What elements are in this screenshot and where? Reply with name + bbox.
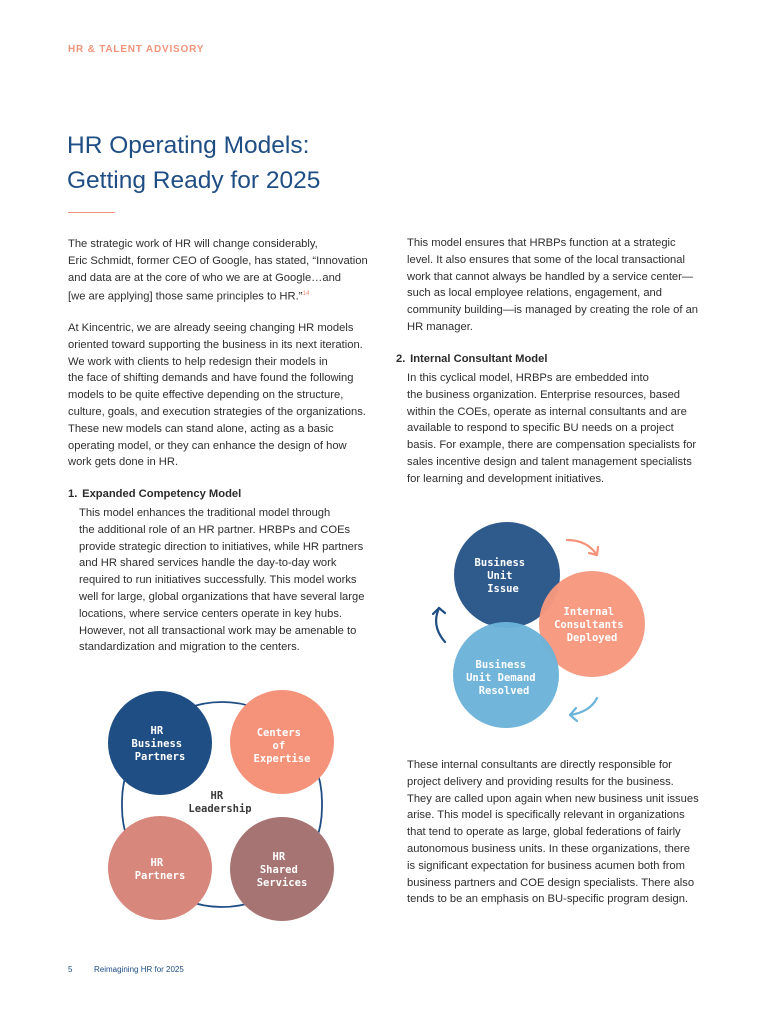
paragraph-line: the business organization. Enterprise resources, based: [407, 388, 681, 401]
label-line: HR: [150, 725, 164, 737]
label-line: Internal: [563, 606, 615, 618]
paragraph-line: In this cyclical model, HRBPs are embedded into: [407, 372, 649, 384]
internal-consultant-cycle-diagram: [425, 510, 655, 740]
paragraph-line: sales incentive design and talent management specialists: [407, 455, 692, 468]
paragraph-line: within the COEs, operate as internal consultants and are: [407, 405, 687, 418]
label-line: Partners: [134, 751, 186, 763]
paragraph-line: We work with clients to help redesign their models in: [68, 355, 328, 368]
paragraph-line: However, not all transactional work may be amenable to: [79, 624, 357, 637]
intro-line-text: [we are applying] those same principles to HR.”: [68, 291, 303, 304]
label-line: Expertise: [253, 753, 311, 765]
section-kicker: HR & TALENT ADVISORY: [68, 44, 205, 55]
kincentric-paragraph: [68, 320, 366, 471]
paragraph-line: autonomous business units. In these organizations, there: [407, 842, 690, 855]
paragraph-line: models to be quite effective depending on the structure,: [68, 389, 344, 402]
label-line: Shared: [259, 864, 298, 876]
model-2-number: 2.: [396, 353, 406, 365]
arrow-bottom-left-icon: [570, 698, 597, 721]
label-line: Partners: [134, 870, 186, 882]
label-line: Business: [474, 557, 526, 569]
paragraph-line: the face of shifting demands and have found the following: [68, 372, 354, 385]
model-1-title: Expanded Competency Model: [82, 488, 242, 500]
expanded-competency-diagram: [100, 680, 345, 930]
label-line: Services: [256, 877, 308, 889]
intro-paragraph: [68, 236, 368, 306]
consultants-paragraph: [407, 757, 699, 908]
label-line: Unit: [487, 570, 513, 582]
paragraph-line: well for large, global organizations that have several large: [79, 590, 365, 603]
arrow-top-right-icon: [567, 540, 598, 555]
model-2-heading: [396, 353, 547, 365]
model-1-number: 1.: [68, 488, 78, 500]
paragraph-line: the additional role of an HR partner. HRBPs and COEs: [79, 523, 351, 536]
label-line: Issue: [487, 583, 519, 595]
label-line: Deployed: [566, 632, 618, 644]
paragraph-line: project delivery and providing results for the business.: [407, 775, 674, 788]
paragraph-line: oriented toward supporting the business in its next iteration.: [68, 338, 363, 351]
paragraph-line: work gets done in HR.: [68, 456, 179, 469]
intro-line: The strategic work of HR will change considerably,: [68, 238, 318, 250]
paragraph-line: for learning and development initiatives.: [407, 472, 605, 485]
hrbp-paragraph: [407, 235, 698, 336]
paragraph-line: These internal consultants are directly responsible for: [407, 759, 672, 771]
page-number: 5: [68, 965, 73, 974]
intro-line: and data are at the core of who we are at Google…and: [68, 271, 342, 284]
paragraph-line: standardization and migration to the centers.: [79, 641, 300, 654]
paragraph-line: community building—is managed by creating the role of an: [407, 304, 699, 317]
paragraph-line: and HR shared services handle the day-to-day work: [79, 557, 337, 570]
footnote-marker: 14: [302, 290, 310, 298]
label-line: Unit Demand: [466, 672, 536, 684]
paragraph-line: This model enhances the traditional model through: [79, 507, 331, 519]
paragraph-line: At Kincentric, we are already seeing changing HR models: [68, 322, 354, 334]
paragraph-line: available to respond to specific BU needs on a project: [407, 422, 674, 435]
title-line-2: Getting Ready for 2025: [67, 167, 321, 194]
intro-line: Eric Schmidt, former CEO of Google, has stated, “Innovation: [68, 254, 368, 267]
title-accent-rule: [68, 212, 115, 213]
label-line: HR: [210, 790, 224, 802]
paragraph-line: tends to be an emphasis on BU-specific program design.: [407, 893, 689, 906]
label-line: HR: [150, 857, 164, 869]
paragraph-line: is significant expectation for business acumen both from: [407, 859, 685, 872]
paragraph-line: provide strategic direction to initiatives, while HR partners: [79, 540, 364, 553]
paragraph-line: such as local employee relations, engagement, and: [407, 287, 662, 300]
paragraph-line: locations, where service centers operate in key hubs.: [79, 607, 343, 620]
paragraph-line: level. It also ensures that some of the local transactional: [407, 253, 685, 266]
title-line-1: HR Operating Models:: [67, 132, 310, 159]
paragraph-line: that tend to operate as large, global federations of fairly: [407, 826, 681, 839]
label-line: Leadership: [188, 803, 252, 815]
arrow-left-up-icon: [433, 608, 445, 642]
label-line: Business: [131, 738, 183, 750]
paragraph-line: basis. For example, there are compensation specialists for: [407, 439, 697, 452]
paragraph-line: operating model, or they can enhance the design of how: [68, 439, 347, 452]
paragraph-line: These new models can stand alone, acting as a basic: [68, 422, 334, 435]
paragraph-line: This model ensures that HRBPs function at a strategic: [407, 237, 676, 249]
paragraph-line: They are called upon again when new business unit issues: [407, 792, 699, 805]
model-1-heading: [68, 488, 241, 500]
model-2-title: Internal Consultant Model: [410, 353, 548, 365]
page-title: [67, 128, 320, 198]
paragraph-line: arise. This model is specifically relevant in organizations: [407, 809, 685, 822]
label-line: HR: [272, 851, 286, 863]
label-line: Business: [475, 659, 527, 671]
paragraph-line: HR manager.: [407, 320, 473, 333]
label-line: Consultants: [554, 619, 624, 631]
paragraph-line: business partners and COE design specialists. There also: [407, 876, 695, 889]
label-line: Centers: [256, 727, 301, 739]
model-1-body: [79, 505, 364, 656]
label-line: of: [272, 740, 286, 752]
hr-leadership-label: [188, 790, 251, 815]
paragraph-line: required to run initiatives successfully. This model works: [79, 574, 357, 587]
intro-line-last: [68, 286, 368, 306]
label-line: Resolved: [478, 685, 530, 697]
footer-title: Reimagining HR for 2025: [94, 965, 184, 974]
paragraph-line: culture, goals, and execution strategies of the organizations.: [68, 405, 366, 418]
model-2-body: [407, 370, 696, 488]
paragraph-line: work that cannot always be handled by a service center—: [407, 270, 694, 283]
